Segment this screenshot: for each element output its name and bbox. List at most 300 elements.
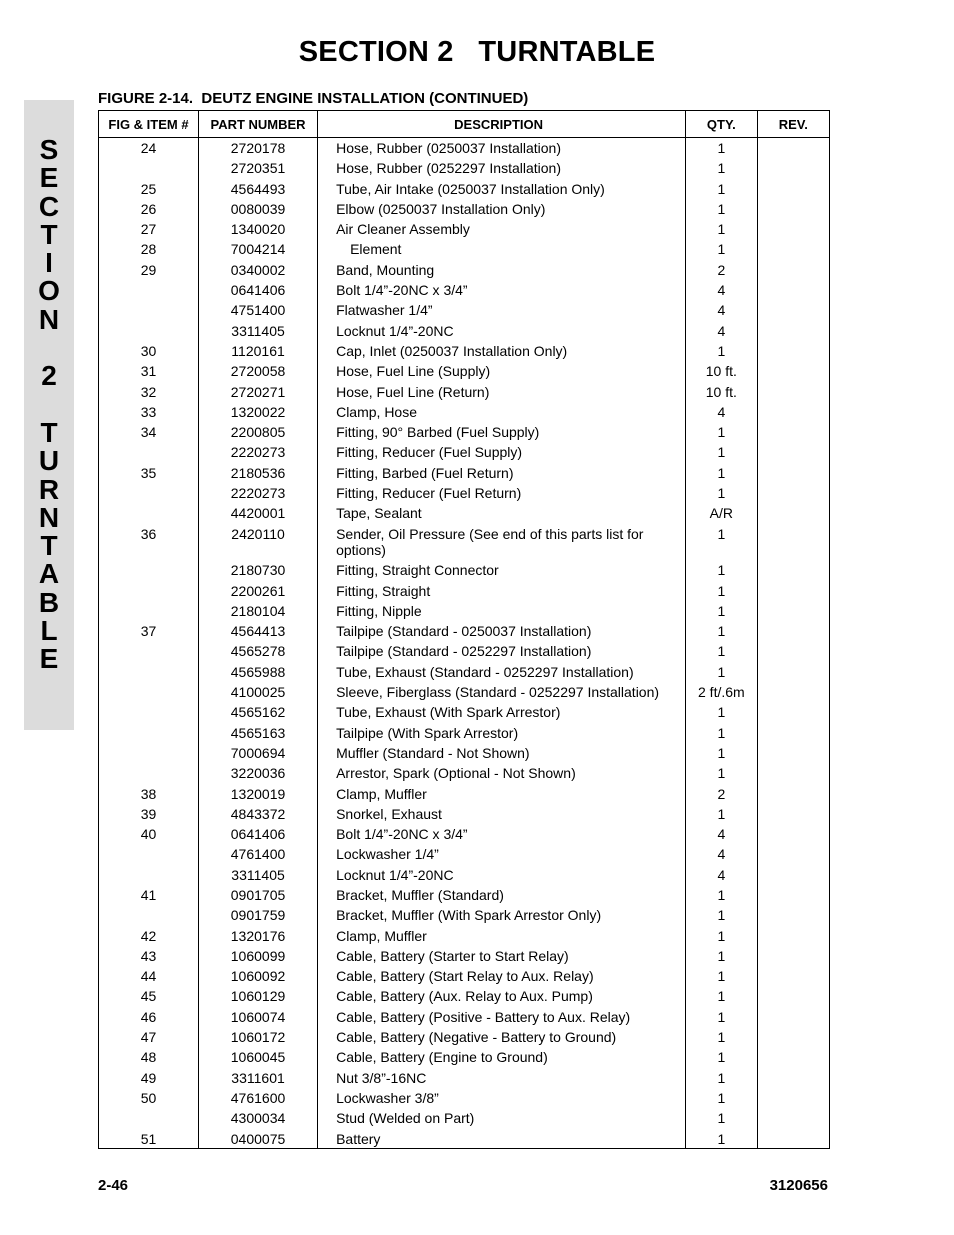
cell-description: Hose, Rubber (0252297 Installation) <box>318 158 686 178</box>
header-rev: REV. <box>757 111 829 138</box>
cell-part-number: 1060045 <box>198 1047 317 1067</box>
cell-part-number: 4751400 <box>198 300 317 320</box>
cell-qty: 1 <box>686 702 757 722</box>
table-row <box>99 1047 830 1067</box>
cell-qty: 4 <box>686 844 757 864</box>
table-row <box>99 422 830 442</box>
table-row <box>99 260 830 280</box>
cell-rev <box>757 662 829 682</box>
cell-rev <box>757 743 829 763</box>
table-row <box>99 844 830 864</box>
table-row <box>99 199 830 219</box>
table-row <box>99 463 830 483</box>
table-row <box>99 885 830 905</box>
cell-part-number: 4300034 <box>198 1108 317 1128</box>
cell-fig-item <box>99 743 199 763</box>
cell-qty: 1 <box>686 341 757 361</box>
cell-description: Tube, Exhaust (With Spark Arrestor) <box>318 702 686 722</box>
cell-part-number: 4565988 <box>198 662 317 682</box>
table-row <box>99 280 830 300</box>
cell-part-number: 2720351 <box>198 158 317 178</box>
cell-qty: 1 <box>686 483 757 503</box>
cell-qty: 1 <box>686 1027 757 1047</box>
cell-rev <box>757 601 829 621</box>
cell-part-number: 2720178 <box>198 138 317 159</box>
cell-rev <box>757 280 829 300</box>
cell-rev <box>757 179 829 199</box>
cell-qty: 1 <box>686 926 757 946</box>
cell-fig-item: 36 <box>99 524 199 561</box>
cell-qty: 1 <box>686 1108 757 1128</box>
cell-qty: 1 <box>686 1088 757 1108</box>
cell-qty: 1 <box>686 743 757 763</box>
cell-part-number: 3311601 <box>198 1068 317 1088</box>
cell-part-number: 3220036 <box>198 763 317 783</box>
cell-description: Clamp, Muffler <box>318 784 686 804</box>
cell-fig-item <box>99 682 199 702</box>
cell-rev <box>757 1068 829 1088</box>
cell-fig-item: 28 <box>99 239 199 259</box>
cell-rev <box>757 1007 829 1027</box>
cell-description: Snorkel, Exhaust <box>318 804 686 824</box>
document-number: 3120656 <box>769 1177 828 1194</box>
cell-part-number: 0901705 <box>198 885 317 905</box>
cell-fig-item <box>99 321 199 341</box>
cell-rev <box>757 402 829 422</box>
cell-qty: 4 <box>686 402 757 422</box>
cell-rev <box>757 199 829 219</box>
table-row <box>99 158 830 178</box>
cell-qty: 1 <box>686 885 757 905</box>
cell-description: Clamp, Hose <box>318 402 686 422</box>
table-row <box>99 524 830 561</box>
cell-qty: 1 <box>686 239 757 259</box>
cell-fig-item: 33 <box>99 402 199 422</box>
cell-fig-item: 38 <box>99 784 199 804</box>
cell-rev <box>757 382 829 402</box>
cell-fig-item: 32 <box>99 382 199 402</box>
cell-qty: 1 <box>686 763 757 783</box>
cell-description: Cable, Battery (Aux. Relay to Aux. Pump) <box>318 986 686 1006</box>
cell-qty: 1 <box>686 804 757 824</box>
table-row <box>99 601 830 621</box>
cell-description: Tube, Air Intake (0250037 Installation Only) <box>318 179 686 199</box>
cell-rev <box>757 784 829 804</box>
cell-part-number: 4565163 <box>198 723 317 743</box>
cell-rev <box>757 885 829 905</box>
cell-fig-item: 24 <box>99 138 199 159</box>
cell-rev <box>757 341 829 361</box>
cell-rev <box>757 483 829 503</box>
table-row <box>99 1027 830 1047</box>
cell-qty: 1 <box>686 422 757 442</box>
cell-qty: 1 <box>686 560 757 580</box>
cell-qty: 1 <box>686 621 757 641</box>
table-row <box>99 621 830 641</box>
cell-qty: 1 <box>686 723 757 743</box>
table-row <box>99 341 830 361</box>
cell-qty: 1 <box>686 601 757 621</box>
cell-qty: 4 <box>686 824 757 844</box>
cell-rev <box>757 260 829 280</box>
cell-description: Bolt 1/4”-20NC x 3/4” <box>318 280 686 300</box>
cell-part-number: 1060074 <box>198 1007 317 1027</box>
cell-description: Air Cleaner Assembly <box>318 219 686 239</box>
cell-description: Fitting, Reducer (Fuel Return) <box>318 483 686 503</box>
cell-rev <box>757 524 829 561</box>
cell-description: Elbow (0250037 Installation Only) <box>318 199 686 219</box>
cell-rev <box>757 926 829 946</box>
cell-part-number: 7000694 <box>198 743 317 763</box>
cell-rev <box>757 239 829 259</box>
cell-rev <box>757 844 829 864</box>
header-part-number: PART NUMBER <box>198 111 317 138</box>
cell-qty: 2 <box>686 260 757 280</box>
cell-fig-item: 34 <box>99 422 199 442</box>
cell-fig-item: 47 <box>99 1027 199 1047</box>
cell-fig-item: 45 <box>99 986 199 1006</box>
cell-part-number: 4843372 <box>198 804 317 824</box>
cell-rev <box>757 560 829 580</box>
cell-qty: 4 <box>686 280 757 300</box>
side-tab-letter: B <box>38 586 60 618</box>
table-row <box>99 784 830 804</box>
cell-part-number: 3311405 <box>198 865 317 885</box>
cell-qty: 1 <box>686 905 757 925</box>
cell-qty: 10 ft. <box>686 382 757 402</box>
cell-description: Clamp, Muffler <box>318 926 686 946</box>
cell-fig-item: 37 <box>99 621 199 641</box>
cell-qty: 1 <box>686 986 757 1006</box>
header-description: DESCRIPTION <box>318 111 686 138</box>
side-tab-letter: N <box>38 303 60 335</box>
table-row <box>99 483 830 503</box>
cell-part-number: 2180104 <box>198 601 317 621</box>
parts-table-body <box>99 138 830 1149</box>
cell-description: Fitting, Barbed (Fuel Return) <box>318 463 686 483</box>
cell-description: Lockwasher 3/8” <box>318 1088 686 1108</box>
cell-description: Locknut 1/4”-20NC <box>318 865 686 885</box>
side-tab-letter: L <box>40 615 58 647</box>
table-row <box>99 763 830 783</box>
cell-rev <box>757 763 829 783</box>
cell-part-number: 0340002 <box>198 260 317 280</box>
table-row <box>99 321 830 341</box>
cell-rev <box>757 138 829 159</box>
table-row <box>99 1088 830 1108</box>
table-row <box>99 682 830 702</box>
cell-rev <box>757 442 829 462</box>
cell-fig-item <box>99 844 199 864</box>
cell-rev <box>757 946 829 966</box>
table-row <box>99 239 830 259</box>
side-tab-letter: T <box>40 416 58 448</box>
side-tab-letter: A <box>38 558 60 590</box>
cell-rev <box>757 986 829 1006</box>
cell-description: Muffler (Standard - Not Shown) <box>318 743 686 763</box>
side-tab-letter <box>24 334 74 362</box>
side-tab-letter <box>24 391 74 419</box>
cell-rev <box>757 300 829 320</box>
cell-fig-item: 29 <box>99 260 199 280</box>
cell-qty: 1 <box>686 1047 757 1067</box>
cell-part-number: 2180536 <box>198 463 317 483</box>
side-tab-letter: R <box>38 473 60 505</box>
cell-qty: 1 <box>686 199 757 219</box>
cell-qty: 2 ft/.6m <box>686 682 757 702</box>
cell-description: Sender, Oil Pressure (See end of this parts list for options) <box>318 524 686 561</box>
cell-rev <box>757 321 829 341</box>
cell-part-number: 1060172 <box>198 1027 317 1047</box>
cell-qty: 1 <box>686 138 757 159</box>
cell-description: Battery <box>318 1129 686 1149</box>
table-row <box>99 824 830 844</box>
cell-description: Cable, Battery (Positive - Battery to Aux. Relay) <box>318 1007 686 1027</box>
table-row <box>99 581 830 601</box>
table-row <box>99 804 830 824</box>
cell-fig-item <box>99 763 199 783</box>
cell-rev <box>757 158 829 178</box>
cell-rev <box>757 1129 829 1149</box>
cell-description: Bolt 1/4”-20NC x 3/4” <box>318 824 686 844</box>
table-row <box>99 1108 830 1128</box>
cell-fig-item <box>99 723 199 743</box>
cell-description: Nut 3/8”-16NC <box>318 1068 686 1088</box>
cell-fig-item: 42 <box>99 926 199 946</box>
table-row <box>99 219 830 239</box>
cell-part-number: 1060129 <box>198 986 317 1006</box>
cell-fig-item: 46 <box>99 1007 199 1027</box>
page-title: SECTION 2 TURNTABLE <box>298 36 656 68</box>
cell-part-number: 3311405 <box>198 321 317 341</box>
cell-description: Cable, Battery (Starter to Start Relay) <box>318 946 686 966</box>
cell-part-number: 4565278 <box>198 641 317 661</box>
cell-description: Cable, Battery (Negative - Battery to Ground) <box>318 1027 686 1047</box>
table-row <box>99 865 830 885</box>
cell-fig-item: 40 <box>99 824 199 844</box>
cell-qty: 1 <box>686 463 757 483</box>
cell-fig-item: 51 <box>99 1129 199 1149</box>
cell-part-number: 2220273 <box>198 442 317 462</box>
cell-description: Hose, Rubber (0250037 Installation) <box>318 138 686 159</box>
cell-fig-item <box>99 1108 199 1128</box>
cell-description: Stud (Welded on Part) <box>318 1108 686 1128</box>
cell-rev <box>757 219 829 239</box>
cell-part-number: 2720058 <box>198 361 317 381</box>
cell-rev <box>757 824 829 844</box>
cell-part-number: 2200261 <box>198 581 317 601</box>
table-row <box>99 986 830 1006</box>
cell-qty: 1 <box>686 641 757 661</box>
cell-description: Tube, Exhaust (Standard - 0252297 Installation) <box>318 662 686 682</box>
side-tab-letter: E <box>39 162 59 194</box>
cell-fig-item <box>99 280 199 300</box>
cell-description: Lockwasher 1/4” <box>318 844 686 864</box>
cell-part-number: 2220273 <box>198 483 317 503</box>
side-tab-letter: U <box>38 445 60 477</box>
cell-rev <box>757 463 829 483</box>
table-row <box>99 641 830 661</box>
cell-qty: 1 <box>686 158 757 178</box>
cell-fig-item <box>99 300 199 320</box>
cell-description: Bracket, Muffler (Standard) <box>318 885 686 905</box>
cell-fig-item: 43 <box>99 946 199 966</box>
cell-qty: 1 <box>686 662 757 682</box>
cell-part-number: 4761400 <box>198 844 317 864</box>
cell-description-text: Element <box>350 241 402 258</box>
cell-description: Arrestor, Spark (Optional - Not Shown) <box>318 763 686 783</box>
parts-table <box>98 110 830 1149</box>
table-row <box>99 1007 830 1027</box>
cell-rev <box>757 1027 829 1047</box>
cell-rev <box>757 422 829 442</box>
table-row <box>99 702 830 722</box>
cell-part-number: 1340020 <box>198 219 317 239</box>
cell-part-number: 0901759 <box>198 905 317 925</box>
cell-fig-item <box>99 503 199 523</box>
table-header-row <box>99 111 830 138</box>
cell-fig-item: 48 <box>99 1047 199 1067</box>
cell-description: Cable, Battery (Start Relay to Aux. Relay) <box>318 966 686 986</box>
cell-part-number: 1060092 <box>198 966 317 986</box>
cell-rev <box>757 641 829 661</box>
side-tab-letter: C <box>38 190 60 222</box>
cell-part-number: 1120161 <box>198 341 317 361</box>
cell-rev <box>757 804 829 824</box>
cell-fig-item <box>99 442 199 462</box>
table-row <box>99 442 830 462</box>
cell-qty: 1 <box>686 581 757 601</box>
cell-qty: 2 <box>686 784 757 804</box>
table-row <box>99 743 830 763</box>
table-row <box>99 1068 830 1088</box>
cell-rev <box>757 682 829 702</box>
cell-description: Tailpipe (With Spark Arrestor) <box>318 723 686 743</box>
header-fig-item: FIG & ITEM # <box>99 111 199 138</box>
table-row <box>99 905 830 925</box>
cell-part-number: 4564413 <box>198 621 317 641</box>
cell-rev <box>757 503 829 523</box>
table-row <box>99 966 830 986</box>
cell-part-number: 4100025 <box>198 682 317 702</box>
side-tab-letter: 2 <box>41 360 57 392</box>
cell-rev <box>757 1108 829 1128</box>
cell-description: Hose, Fuel Line (Return) <box>318 382 686 402</box>
cell-qty: 1 <box>686 1068 757 1088</box>
cell-qty: 1 <box>686 1007 757 1027</box>
figure-title: FIGURE 2-14. DEUTZ ENGINE INSTALLATION (CONTINUED) <box>98 90 529 107</box>
cell-fig-item <box>99 581 199 601</box>
cell-description: Band, Mounting <box>318 260 686 280</box>
cell-description: Fitting, Reducer (Fuel Supply) <box>318 442 686 462</box>
table-row <box>99 560 830 580</box>
cell-part-number: 4761600 <box>198 1088 317 1108</box>
table-row <box>99 723 830 743</box>
cell-fig-item: 31 <box>99 361 199 381</box>
cell-qty: 1 <box>686 946 757 966</box>
cell-qty: 4 <box>686 865 757 885</box>
side-tab-letter: S <box>39 134 59 165</box>
cell-description: Flatwasher 1/4” <box>318 300 686 320</box>
cell-part-number: 2720271 <box>198 382 317 402</box>
cell-part-number: 0641406 <box>198 824 317 844</box>
cell-part-number: 4420001 <box>198 503 317 523</box>
cell-fig-item <box>99 905 199 925</box>
table-row <box>99 946 830 966</box>
header-qty: QTY. <box>686 111 757 138</box>
cell-description: Cable, Battery (Engine to Ground) <box>318 1047 686 1067</box>
cell-fig-item <box>99 601 199 621</box>
table-row <box>99 503 830 523</box>
cell-qty: 10 ft. <box>686 361 757 381</box>
cell-rev <box>757 361 829 381</box>
cell-fig-item: 30 <box>99 341 199 361</box>
cell-qty: 4 <box>686 300 757 320</box>
cell-rev <box>757 865 829 885</box>
cell-qty: 1 <box>686 1129 757 1149</box>
cell-qty: 1 <box>686 524 757 561</box>
cell-rev <box>757 621 829 641</box>
cell-part-number: 4565162 <box>198 702 317 722</box>
cell-fig-item: 41 <box>99 885 199 905</box>
side-tab-letter: E <box>39 643 59 675</box>
cell-part-number: 2200805 <box>198 422 317 442</box>
page-number: 2-46 <box>98 1177 129 1194</box>
cell-qty: A/R <box>686 503 757 523</box>
cell-part-number: 2180730 <box>198 560 317 580</box>
cell-rev <box>757 581 829 601</box>
cell-part-number: 1320019 <box>198 784 317 804</box>
table-row <box>99 382 830 402</box>
section-side-tab <box>24 100 74 730</box>
cell-description: Tailpipe (Standard - 0252297 Installation) <box>318 641 686 661</box>
cell-rev <box>757 1047 829 1067</box>
side-tab-letter: I <box>45 247 53 279</box>
cell-part-number: 2420110 <box>198 524 317 561</box>
cell-description: Fitting, Straight Connector <box>318 560 686 580</box>
cell-description: Fitting, Straight <box>318 581 686 601</box>
cell-description: Hose, Fuel Line (Supply) <box>318 361 686 381</box>
cell-fig-item: 49 <box>99 1068 199 1088</box>
cell-qty: 1 <box>686 442 757 462</box>
side-tab-letter: O <box>38 275 60 307</box>
cell-part-number: 0080039 <box>198 199 317 219</box>
cell-description: Tailpipe (Standard - 0250037 Installation) <box>318 621 686 641</box>
cell-part-number: 7004214 <box>198 239 317 259</box>
cell-fig-item: 35 <box>99 463 199 483</box>
cell-qty: 1 <box>686 966 757 986</box>
cell-fig-item <box>99 483 199 503</box>
side-tab-letter: T <box>40 530 58 562</box>
cell-fig-item: 50 <box>99 1088 199 1108</box>
side-tab-letter: N <box>38 501 60 533</box>
cell-part-number: 1320176 <box>198 926 317 946</box>
cell-description: Cap, Inlet (0250037 Installation Only) <box>318 341 686 361</box>
table-row <box>99 361 830 381</box>
cell-fig-item: 44 <box>99 966 199 986</box>
cell-part-number: 1320022 <box>198 402 317 422</box>
cell-qty: 1 <box>686 179 757 199</box>
table-row <box>99 300 830 320</box>
cell-description: Locknut 1/4”-20NC <box>318 321 686 341</box>
table-row <box>99 179 830 199</box>
cell-fig-item <box>99 560 199 580</box>
cell-fig-item <box>99 662 199 682</box>
table-row <box>99 1129 830 1149</box>
cell-description: Fitting, 90° Barbed (Fuel Supply) <box>318 422 686 442</box>
cell-fig-item: 26 <box>99 199 199 219</box>
side-tab-letters <box>24 136 74 674</box>
